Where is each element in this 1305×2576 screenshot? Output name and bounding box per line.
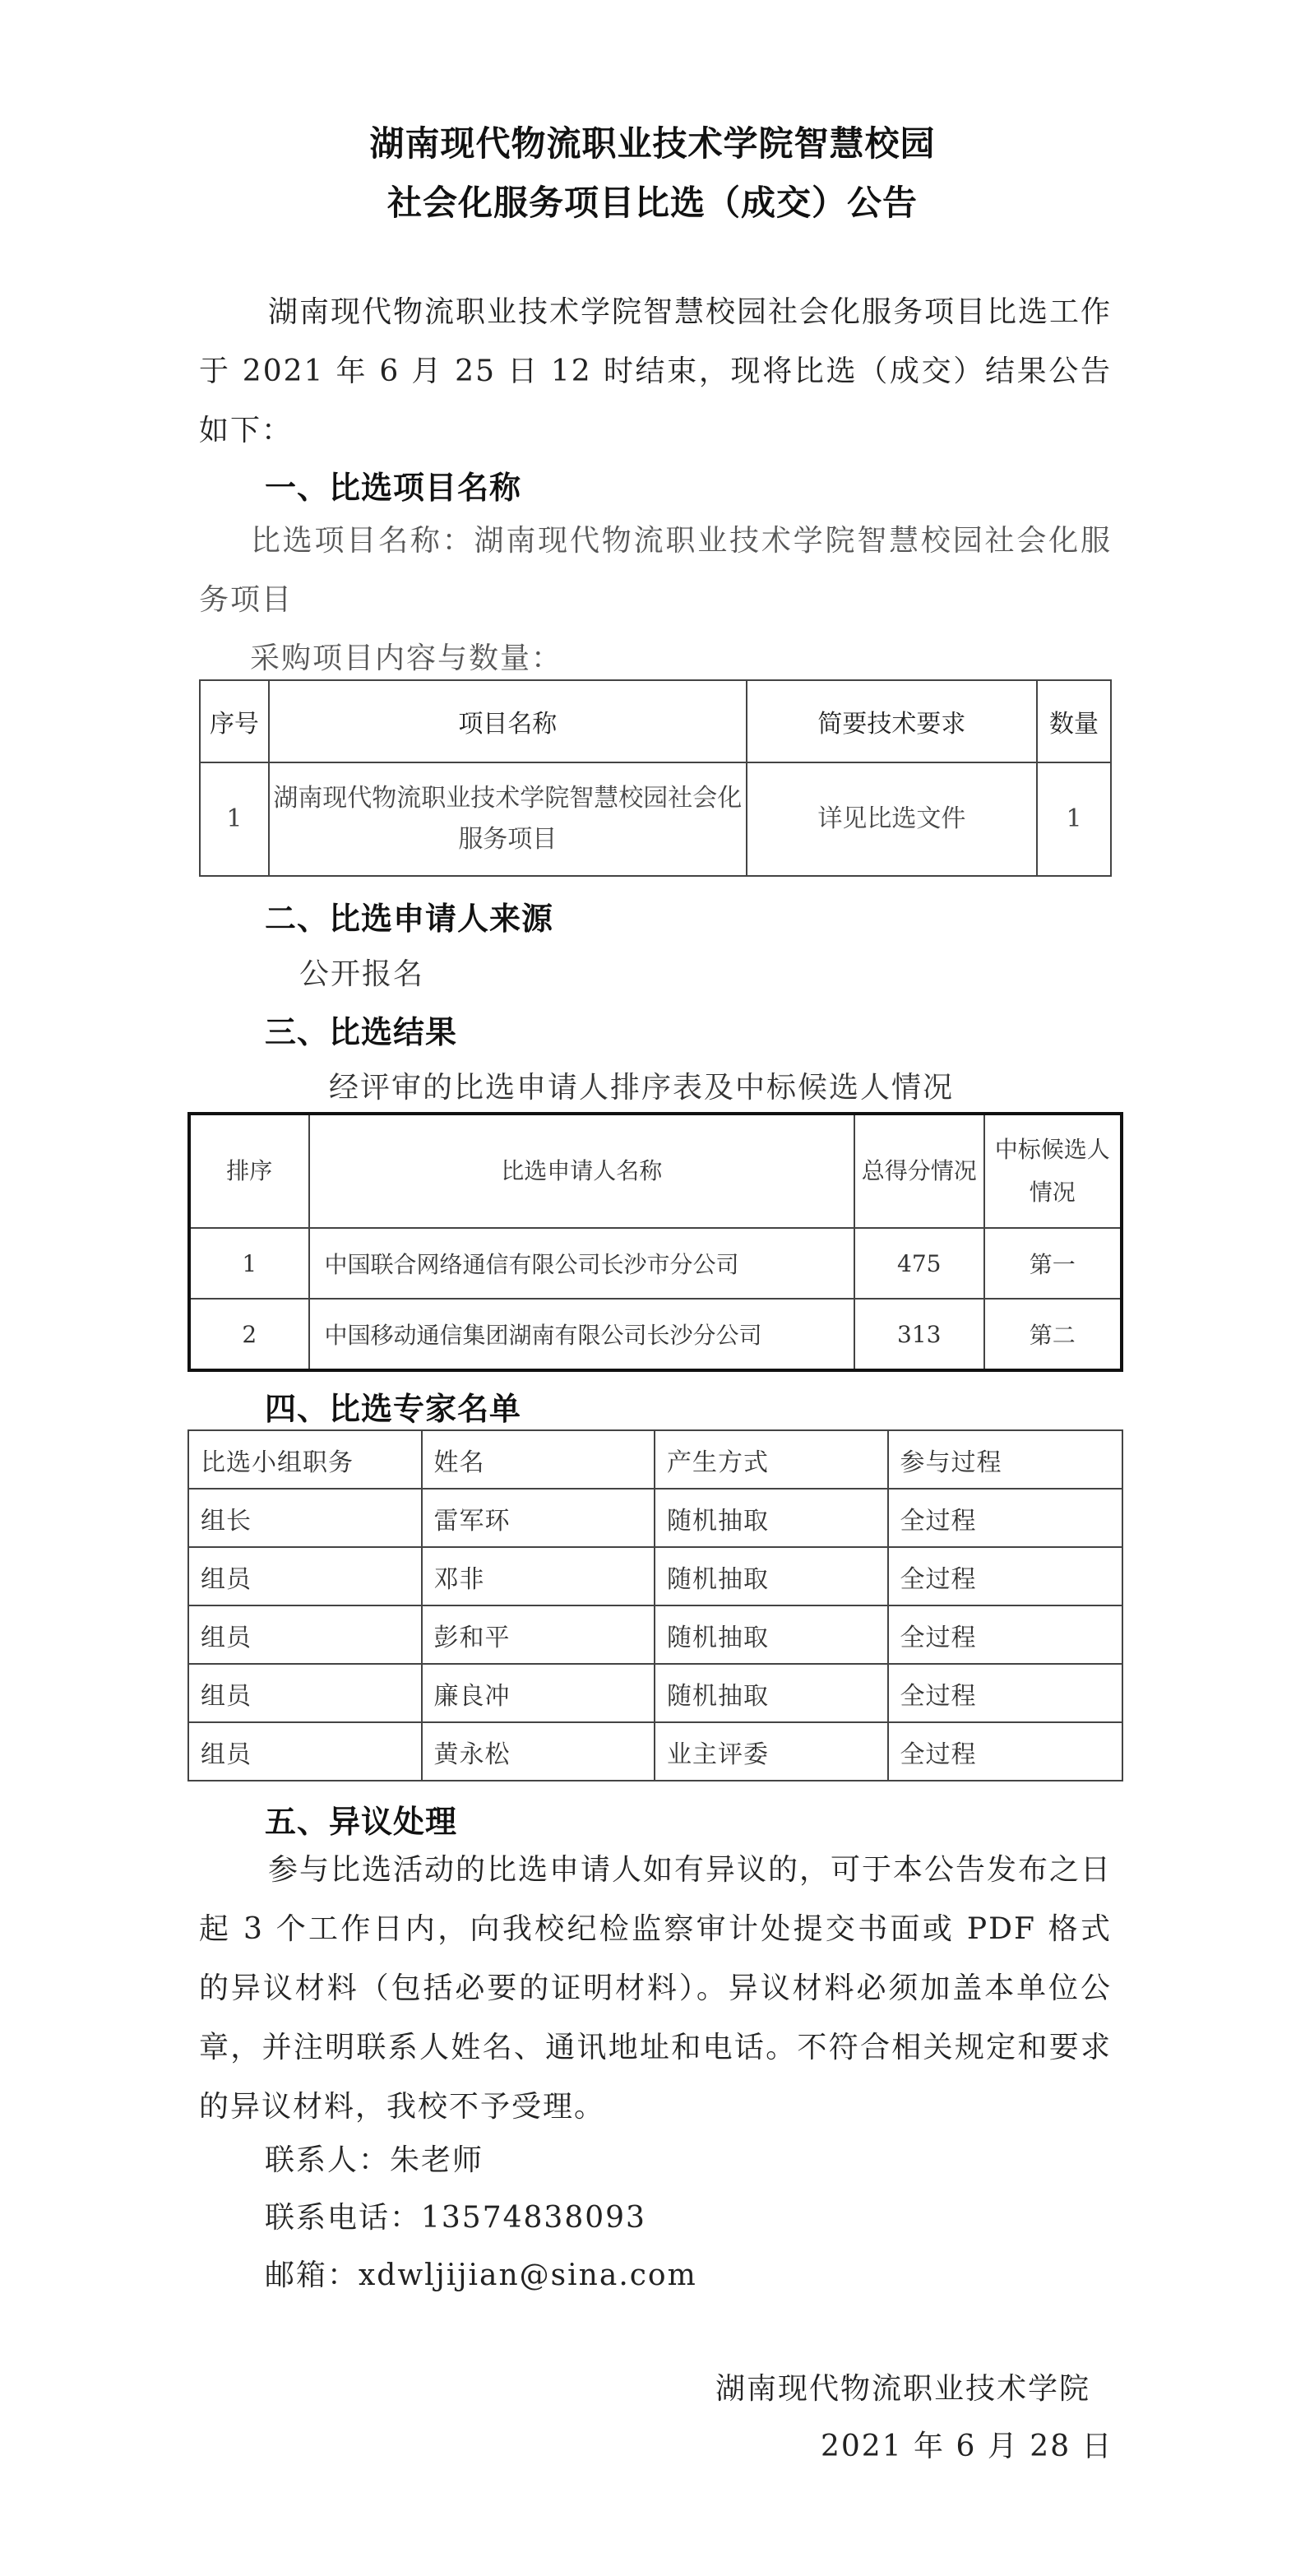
- header-participation: 参与过程: [888, 1430, 1123, 1489]
- cell-quantity: 1: [1037, 762, 1111, 876]
- table-row: [189, 1299, 1122, 1370]
- objection-paragraph: [199, 1841, 1112, 2137]
- contact-person: 联系人：朱老师: [265, 2143, 484, 2177]
- cell-name: 雷军环: [422, 1489, 655, 1547]
- header-total-score: 总得分情况: [854, 1114, 984, 1228]
- content-label: 采购项目内容与数量：: [250, 642, 563, 675]
- header-project-name: 项目名称: [269, 680, 747, 762]
- section1-heading: 一、比选项目名称: [265, 470, 522, 506]
- table-header-row: [188, 1430, 1122, 1489]
- cell-applicant-name: 中国移动通信集团湖南有限公司长沙分公司: [309, 1299, 854, 1370]
- cell-participation: 全过程: [888, 1664, 1123, 1722]
- cell-selection-method: 随机抽取: [655, 1489, 888, 1547]
- cell-index: 1: [200, 762, 269, 876]
- expert-table: [187, 1429, 1123, 1781]
- cell-selection-method: 随机抽取: [655, 1605, 888, 1664]
- header-selection-method: 产生方式: [655, 1430, 888, 1489]
- project-name-text: 比选项目名称：湖南现代物流职业技术学院智慧校园社会化服务项目: [199, 524, 1112, 617]
- header-applicant-name: 比选申请人名称: [309, 1114, 854, 1228]
- cell-name: 邓非: [422, 1547, 655, 1605]
- objection-text: 参与比选活动的比选申请人如有异议的，可于本公告发布之日起 3 个工作日内，向我校纪检监察审计处提交书面或 PDF 格式的异议材料（包括必要的证明材料）。异议材料必须加盖本单位公章，并注明联系人姓名、通讯地址和电话。不符合相关规定和要求的异议材料，我校不予受理。: [199, 1853, 1113, 2124]
- table-row: [200, 762, 1111, 876]
- applicant-source: 公开报名: [299, 957, 425, 991]
- table-header-row: [189, 1114, 1122, 1228]
- cell-candidate-status: 第一: [984, 1228, 1122, 1299]
- header-quantity: 数量: [1037, 680, 1111, 762]
- cell-applicant-name: 中国联合网络通信有限公司长沙市分公司: [309, 1228, 854, 1299]
- cell-selection-method: 业主评委: [655, 1722, 888, 1781]
- cell-participation: 全过程: [888, 1722, 1123, 1781]
- intro-text: 湖南现代物流职业技术学院智慧校园社会化服务项目比选工作于 2021 年 6 月 25 日 12 时结束，现将比选（成交）结果公告如下：: [199, 295, 1113, 447]
- table-row: [188, 1722, 1122, 1781]
- cell-tech-requirements: 详见比选文件: [747, 762, 1037, 876]
- cell-role: 组员: [188, 1664, 422, 1722]
- project-name-paragraph: [199, 512, 1112, 630]
- cell-total-score: 475: [854, 1228, 984, 1299]
- results-caption: 经评审的比选申请人排序表及中标候选人情况: [329, 1071, 955, 1105]
- section2-heading: 二、比选申请人来源: [265, 901, 554, 937]
- cell-name: 彭和平: [422, 1605, 655, 1664]
- cell-role: 组员: [188, 1605, 422, 1664]
- cell-rank: 1: [189, 1228, 309, 1299]
- section3-heading: 三、比选结果: [265, 1014, 458, 1050]
- cell-name: 黄永松: [422, 1722, 655, 1781]
- signature-org: 湖南现代物流职业技术学院: [715, 2372, 1091, 2406]
- section5-heading: 五、异议处理: [265, 1804, 458, 1840]
- procurement-table: [199, 679, 1112, 877]
- results-table: [187, 1112, 1123, 1372]
- table-row: [188, 1489, 1122, 1547]
- table-header-row: [200, 680, 1111, 762]
- cell-role: 组员: [188, 1547, 422, 1605]
- intro-paragraph: [199, 283, 1112, 461]
- cell-candidate-status: 第二: [984, 1299, 1122, 1370]
- cell-total-score: 313: [854, 1299, 984, 1370]
- table-row: [189, 1228, 1122, 1299]
- document-title-line2: 社会化服务项目比选（成交）公告: [386, 183, 918, 223]
- cell-selection-method: 随机抽取: [655, 1664, 888, 1722]
- table-row: [188, 1605, 1122, 1664]
- header-tech-requirements: 简要技术要求: [747, 680, 1037, 762]
- header-role: 比选小组职务: [188, 1430, 422, 1489]
- cell-selection-method: 随机抽取: [655, 1547, 888, 1605]
- table-row: [188, 1664, 1122, 1722]
- header-name: 姓名: [422, 1430, 655, 1489]
- contact-email: 邮箱：xdwljijian@sina.com: [265, 2259, 697, 2292]
- cell-participation: 全过程: [888, 1489, 1123, 1547]
- cell-participation: 全过程: [888, 1605, 1123, 1664]
- cell-project-name: 湖南现代物流职业技术学院智慧校园社会化服务项目: [269, 762, 747, 876]
- header-index: 序号: [200, 680, 269, 762]
- cell-role: 组员: [188, 1722, 422, 1781]
- signature-date: 2021 年 6 月 28 日: [821, 2430, 1113, 2463]
- cell-role: 组长: [188, 1489, 422, 1547]
- section4-heading: 四、比选专家名单: [265, 1391, 522, 1427]
- cell-rank: 2: [189, 1299, 309, 1370]
- contact-phone: 联系电话：13574838093: [265, 2201, 646, 2235]
- cell-name: 廉良冲: [422, 1664, 655, 1722]
- document-title-line1: 湖南现代物流职业技术学院智慧校园: [369, 123, 936, 164]
- header-rank: 排序: [189, 1114, 309, 1228]
- cell-participation: 全过程: [888, 1547, 1123, 1605]
- table-row: [188, 1547, 1122, 1605]
- header-candidate-status: 中标候选人情况: [984, 1114, 1122, 1228]
